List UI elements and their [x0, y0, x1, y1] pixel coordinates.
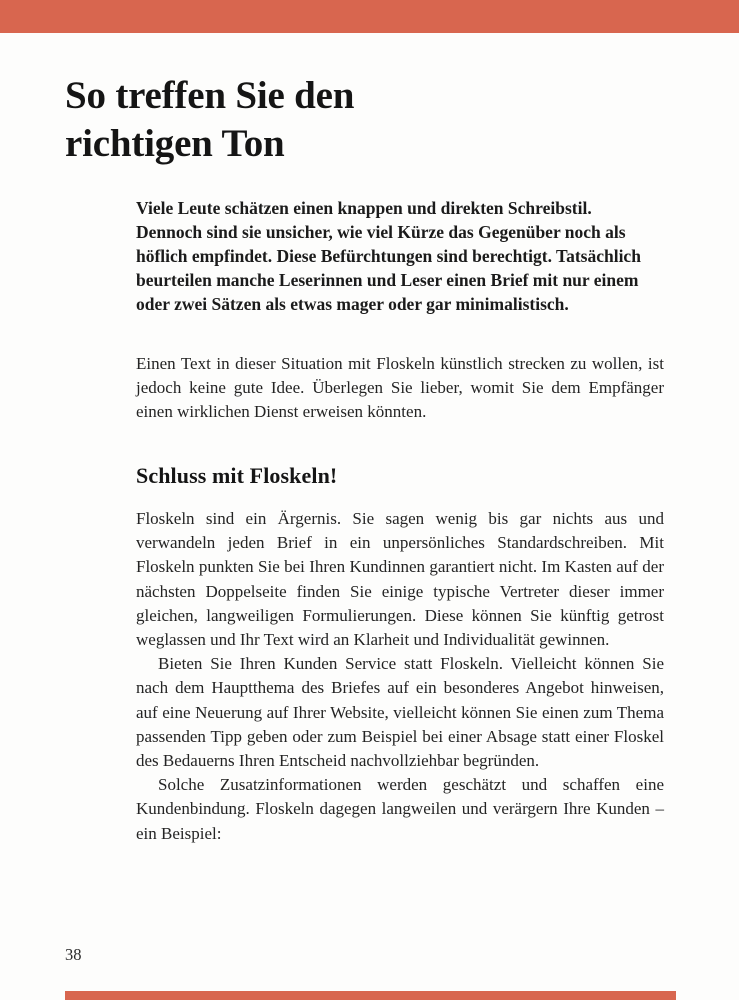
- body-paragraph-3: Solche Zusatzinformationen werden geschätzt und schaffen eine Kundenbindung. Floskeln dagegen langweilen und verärgern Ihre Kunden – ein Beispiel:: [136, 775, 664, 843]
- chapter-title-line-1: So treffen Sie den: [65, 74, 355, 117]
- page-number: 38: [65, 945, 82, 964]
- body-text: [136, 507, 664, 846]
- bottom-accent-bar: [65, 991, 676, 1000]
- lead-paragraph: Einen Text in dieser Situation mit Floskeln künstlich strecken zu wollen, ist jedoch keine gute Idee. Überlegen Sie lieber, womit Sie dem Empfänger einen wirklichen Dienst erweisen könnten.: [136, 354, 664, 421]
- top-accent-bar: [0, 0, 739, 33]
- body-paragraph-1: Floskeln sind ein Ärgernis. Sie sagen wenig bis gar nichts aus und verwandeln jeden Brief in ein unpersönliches Standardschreiben. Mit Floskeln punkten Sie bei Ihren Kundinnen garantiert nicht. Im Kasten auf der nächsten Doppelseite finden Sie einige typische Vertreter dieser immer gleichen, langweiligen Formulierungen. Diese können Sie künftig getrost weglassen und Ihr Text wird an Klarheit und Individualität gewinnen.: [136, 509, 664, 650]
- body-paragraph-2: Bieten Sie Ihren Kunden Service statt Floskeln. Vielleicht können Sie nach dem Hauptthema des Briefes auf ein besonderes Angebot hinweisen, auf eine Neuerung auf Ihrer Website, vielleicht können Sie einen zum Thema passenden Tipp geben oder zum Beispiel bei einer Absage statt einer Floskel des Bedauerns Ihren Entscheid nachvollziehbar begründen.: [136, 654, 664, 771]
- chapter-title: [65, 72, 685, 168]
- chapter-title-line-2: richtigen Ton: [65, 122, 285, 165]
- intro-paragraph: Viele Leute schätzen einen knappen und direkten Schreibstil. Dennoch sind sie unsicher, wie viel Kürze das Gegenüber noch als höflich empfindet. Diese Befürchtungen sind berechtigt. Tatsächlich beurteilen manche Leserinnen und Leser einen Brief mit nur einem oder zwei Sätzen als etwas mager oder gar minimalistisch.: [136, 198, 641, 314]
- section-heading: Schluss mit Floskeln!: [136, 463, 338, 488]
